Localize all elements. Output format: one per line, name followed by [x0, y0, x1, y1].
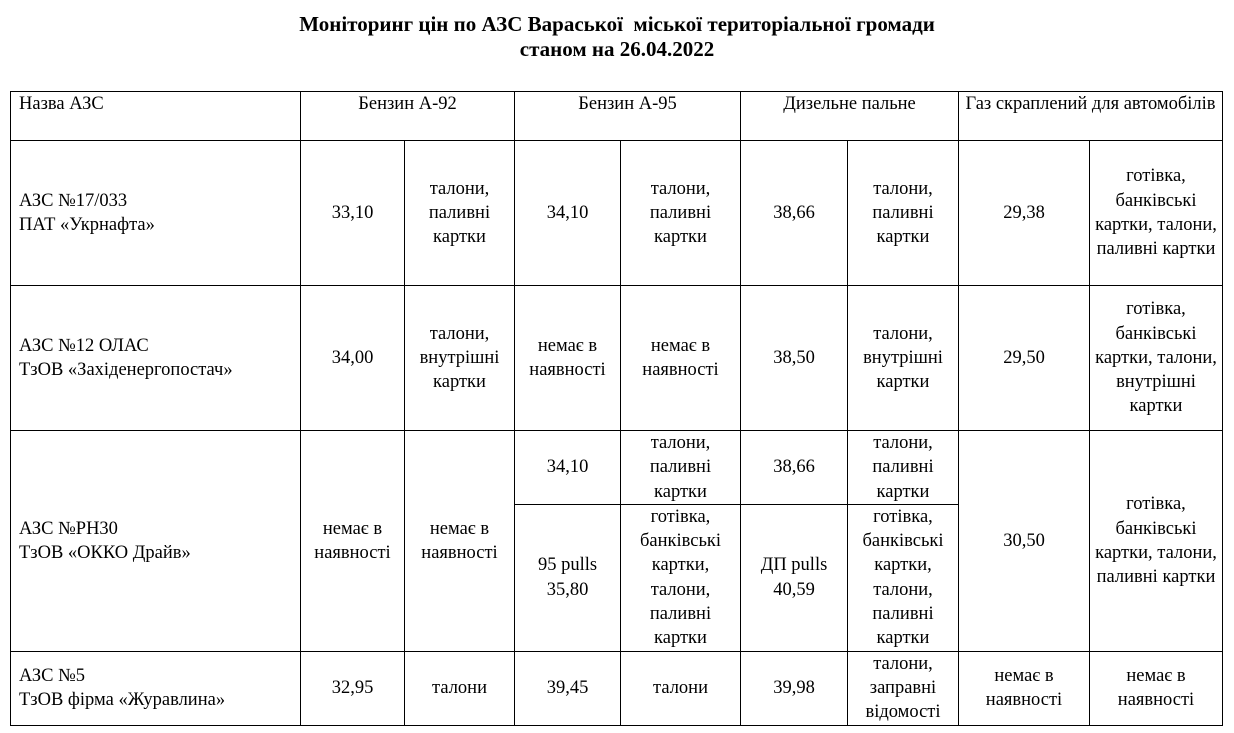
diesel-payment: талони, заправні відомості — [848, 651, 959, 725]
diesel-payment: талони, паливні картки — [848, 431, 959, 505]
a92-price: 32,95 — [301, 651, 405, 725]
a95-price: 34,10 — [515, 431, 621, 505]
diesel-payment: талони, паливні картки — [848, 141, 959, 286]
header-a95: Бензин А-95 — [515, 92, 741, 141]
station-operator: ПАТ «Укрнафта» — [19, 215, 155, 235]
station-name-cell — [11, 286, 301, 431]
a95-payment: талони, паливні картки — [621, 141, 741, 286]
table-row — [11, 141, 1223, 286]
a95-price: 39,45 — [515, 651, 621, 725]
a95-premium-payment: готівка, банківські картки, талони, паливні картки — [621, 504, 741, 651]
a95-payment: талони, паливні картки — [621, 431, 741, 505]
lpg-price: 29,38 — [959, 141, 1090, 286]
table-row — [11, 431, 1223, 505]
lpg-price: немає в наявності — [959, 651, 1090, 725]
lpg-payment: готівка, банківські картки, талони, паливні картки — [1090, 431, 1223, 652]
title-line-1: Моніторинг цін по АЗС Вараської міської територіальної громади — [299, 12, 935, 36]
station-name: АЗС №17/033 — [19, 190, 128, 211]
a92-payment: талони, внутрішні картки — [405, 286, 515, 431]
diesel-price: 39,98 — [741, 651, 848, 725]
lpg-price: 29,50 — [959, 286, 1090, 431]
header-lpg: Газ скраплений для автомобілів — [959, 92, 1223, 141]
lpg-payment: готівка, банківські картки, талони, внутрішні картки — [1090, 286, 1223, 431]
station-name-cell — [11, 141, 301, 286]
station-operator: ТзОВ «Західенергопостач» — [19, 360, 233, 380]
a95-payment: талони — [621, 651, 741, 725]
a92-price: 33,10 — [301, 141, 405, 286]
a92-payment: талони, паливні картки — [405, 141, 515, 286]
a95-price: немає в наявності — [515, 286, 621, 431]
a92-price: 34,00 — [301, 286, 405, 431]
a92-payment: талони — [405, 651, 515, 725]
station-name: АЗС №РН30 — [19, 518, 118, 539]
station-operator: ТзОВ фірма «Журавлина» — [19, 690, 226, 711]
diesel-price: 38,50 — [741, 286, 848, 431]
diesel-payment: талони, внутрішні картки — [848, 286, 959, 431]
station-name: АЗС №5 — [19, 665, 86, 686]
diesel-premium-value: 40,59 — [773, 579, 815, 600]
header-diesel: Дизельне пальне — [741, 92, 959, 141]
a95-payment: немає в наявності — [621, 286, 741, 431]
a95-premium-value: 35,80 — [546, 579, 589, 600]
header-station: Назва АЗС — [11, 92, 301, 141]
diesel-premium-label: ДП pulls — [760, 555, 828, 576]
lpg-payment: готівка, банківські картки, талони, паливні картки — [1090, 141, 1223, 286]
station-name-cell — [11, 431, 301, 652]
station-name: АЗС №12 ОЛАС — [19, 335, 149, 356]
fuel-price-table — [10, 91, 1223, 726]
diesel-premium-price — [741, 504, 848, 651]
a92-price: немає в наявності — [301, 431, 405, 652]
table-row — [11, 651, 1223, 725]
table-row — [11, 286, 1223, 431]
header-row — [11, 92, 1223, 141]
lpg-price: 30,50 — [959, 431, 1090, 652]
diesel-price: 38,66 — [741, 141, 848, 286]
a95-premium-label: 95 pulls — [537, 555, 598, 576]
diesel-premium-payment: готівка, банківські картки, талони, паливні картки — [848, 504, 959, 651]
header-a92: Бензин А-92 — [301, 92, 515, 141]
a92-payment: немає в наявності — [405, 431, 515, 652]
station-name-cell — [11, 651, 301, 725]
diesel-price: 38,66 — [741, 431, 848, 505]
a95-premium-price — [515, 504, 621, 651]
document-title — [0, 12, 1234, 62]
lpg-payment: немає в наявності — [1090, 651, 1223, 725]
a95-price: 34,10 — [515, 141, 621, 286]
station-operator: ТзОВ «ОККО Драйв» — [19, 542, 191, 563]
title-line-2: станом на 26.04.2022 — [519, 37, 715, 61]
